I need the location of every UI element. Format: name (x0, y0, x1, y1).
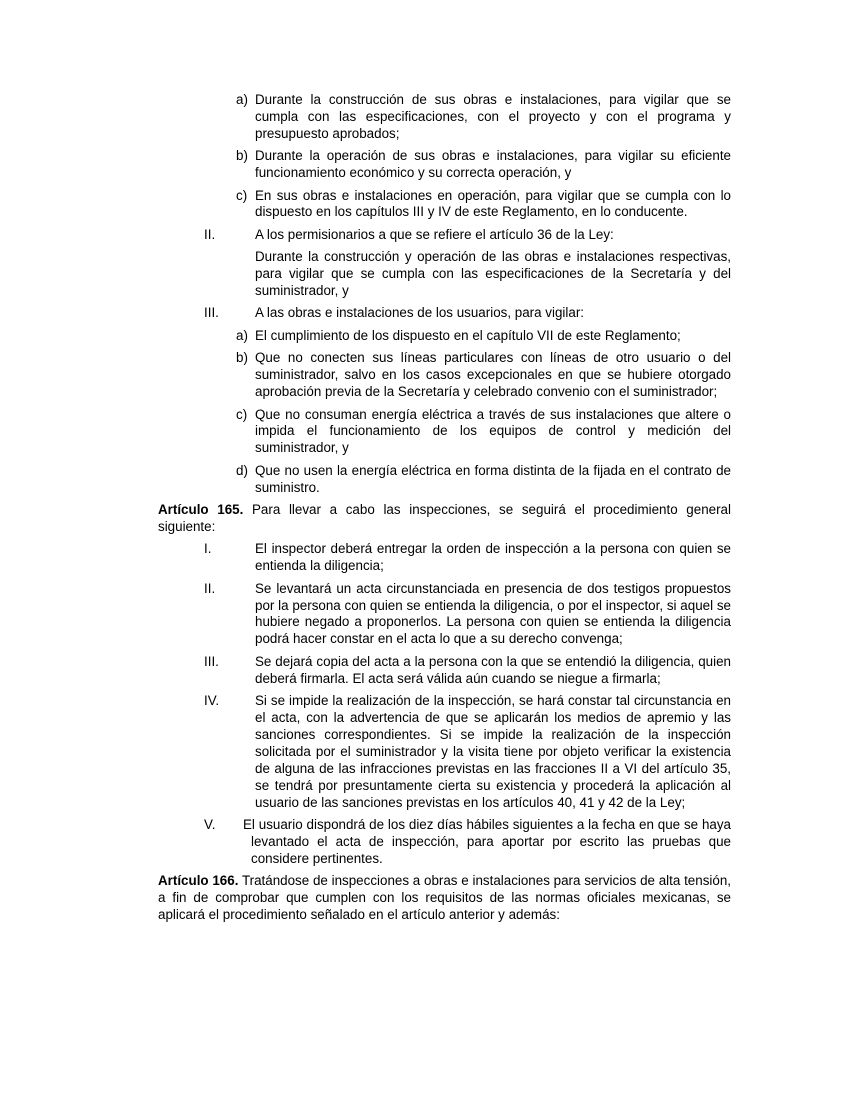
item-marker: d) (236, 462, 248, 478)
roman-list-item (158, 541, 731, 575)
item-marker: IV. (204, 693, 220, 709)
letter-list-item (158, 188, 731, 222)
item-text: En sus obras e instalaciones en operación, para vigilar que se cumpla con lo dispuesto en los capítulos III y IV de este Reglamento, en lo conducente. (255, 187, 731, 220)
item-marker: b) (236, 350, 248, 366)
item-marker: a) (236, 327, 248, 343)
item-marker: I. (204, 541, 212, 557)
item-marker: b) (236, 148, 248, 164)
article-number: Artículo 166. (158, 873, 239, 889)
item-marker: a) (236, 92, 248, 107)
item-text: Durante la operación de sus obras e instalaciones, para vigilar su eficiente funcionamiento económico y su correcta operación, y (255, 148, 731, 181)
item-text: Si se impide la realización de la inspección, se hará constar tal circunstancia en el acta, con la advertencia de que se aplicarán los medios de apremio y las sanciones correspondientes. Si se impide la realización de la inspección solicitada por el suministrador y la visita tiene por objeto verificar la existencia de alguna de las infracciones previstas en las fracciones II a VI del artículo 35, se tendrá por presuntamente cierta su existencia y procederá la aplicación al usuario de las sanciones previstas en los artículos 40, 41 y 42 de la Ley; (255, 693, 731, 810)
item-text: Se dejará copia del acta a la persona con la que se entendió la diligencia, quien deberá firmarla. El acta será válida aún cuando se niegue a firmarla; (255, 653, 731, 686)
item-text: Se levantará un acta circunstanciada en presencia de dos testigos propuestos por la persona con quien se entienda la diligencia, o por el inspector, si aquel se hubiere negado a proponerlos. La persona con quien se entienda la diligencia podrá hacer constar en el acta lo que a su derecho convenga; (255, 580, 731, 647)
roman-list-item (158, 227, 731, 244)
document-body (158, 92, 731, 924)
item-text: A los permisionarios a que se refiere el artículo 36 de la Ley: (255, 226, 614, 242)
item-text: El usuario dispondrá de los diez días hábiles siguientes a la fecha en que se haya levantado el acta de inspección, para aportar por escrito las pruebas que considere pertinentes. (243, 816, 731, 866)
item-text: Durante la construcción de sus obras e instalaciones, para vigilar que se cumpla con las especificaciones, con el proyecto y con el programa y presupuesto aprobados; (255, 92, 731, 141)
continuation-paragraph: Durante la construcción y operación de las obras e instalaciones respectivas, para vigilar que se cumpla con las especificaciones de la Secretaría y del suministrador, y (255, 249, 731, 299)
article-number: Artículo 165. (158, 502, 244, 518)
roman-list-item (158, 817, 731, 868)
letter-list-item (158, 463, 731, 497)
item-text: A las obras e instalaciones de los usuarios, para vigilar: (255, 305, 584, 321)
item-marker: II. (204, 580, 216, 596)
item-text: Que no usen la energía eléctrica en forma distinta de la fijada en el contrato de suministro. (255, 462, 731, 495)
roman-list-item (158, 305, 731, 322)
item-text: Que no conecten sus líneas particulares con líneas de otro usuario o del suministrador, salvo en los casos excepcionales en que se hubiere otorgado aprobación previa de la Secretaría y celebrado convenio con el suministrador; (255, 350, 731, 400)
roman-list-item (158, 654, 731, 688)
letter-list-item (158, 328, 731, 345)
roman-list-item (158, 581, 731, 649)
roman-list-item (158, 693, 731, 811)
item-marker: III. (204, 653, 219, 669)
item-marker: V. (204, 816, 216, 832)
item-text: Que no consuman energía eléctrica a través de sus instalaciones que altere o impida el funcionamiento de los equipos de control y medición del suministrador, y (255, 406, 731, 456)
letter-list-item (158, 407, 731, 458)
letter-list-item (158, 92, 731, 143)
item-marker: II. (204, 226, 216, 242)
article-body-text: Tratándose de inspecciones a obras e instalaciones para servicios de alta tensión, a fin de comprobar que cumplen con los requisitos de las normas oficiales mexicanas, se aplicará el procedimiento señalado en el artículo anterior y además: (158, 873, 731, 922)
item-marker: III. (204, 305, 219, 321)
item-text: El cumplimiento de los dispuesto en el capítulo VII de este Reglamento; (255, 327, 681, 343)
item-marker: c) (236, 187, 248, 203)
article-paragraph (158, 873, 731, 924)
letter-list-item (158, 350, 731, 401)
article-body-text: Para llevar a cabo las inspecciones, se seguirá el procedimiento general siguiente: (158, 502, 731, 534)
letter-list-item (158, 148, 731, 182)
article-paragraph (158, 502, 731, 536)
item-text: El inspector deberá entregar la orden de inspección a la persona con quien se entienda la diligencia; (255, 541, 731, 574)
item-marker: c) (236, 406, 248, 422)
